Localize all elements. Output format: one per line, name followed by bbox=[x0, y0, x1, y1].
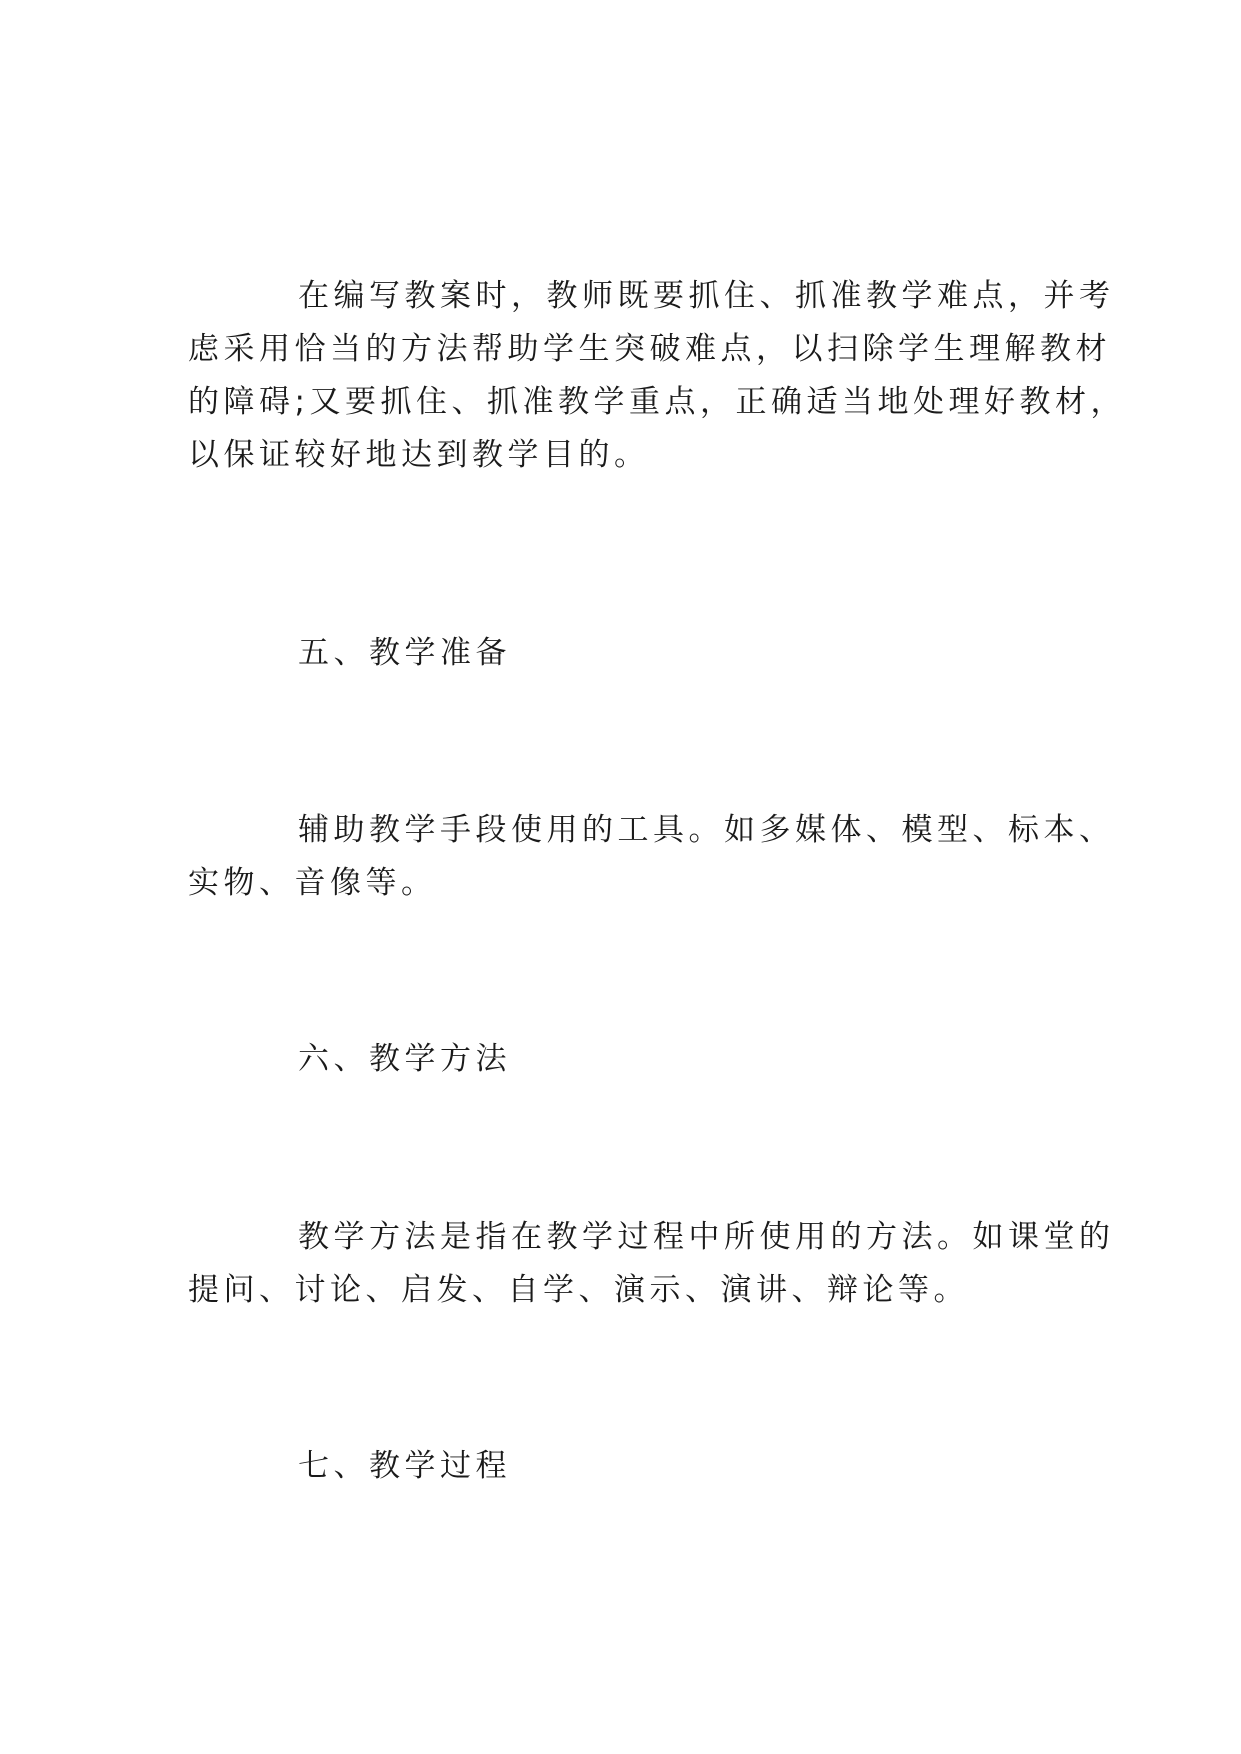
paragraph-teaching-tools bbox=[188, 804, 1115, 910]
paragraph-line: 实物、音像等。 bbox=[188, 865, 437, 901]
paragraph-line: 虑采用恰当的方法帮助学生突破难点，以扫除学生理解教材 bbox=[188, 331, 1111, 367]
paragraph-line: 提问、讨论、启发、自学、演示、演讲、辩论等。 bbox=[188, 1272, 969, 1308]
paragraph-line: 的障碍;又要抓住、抓准教学重点，正确适当地处理好教材， bbox=[188, 384, 1126, 420]
section-heading-teaching-preparation: 五、教学准备 bbox=[298, 635, 511, 671]
section-heading-teaching-process: 七、教学过程 bbox=[298, 1448, 511, 1484]
paragraph-teaching-difficulties bbox=[188, 270, 1126, 482]
paragraph-line: 在编写教案时，教师既要抓住、抓准教学难点，并考 bbox=[298, 278, 1115, 314]
paragraph-teaching-methods bbox=[188, 1211, 1115, 1317]
section-heading-teaching-methods: 六、教学方法 bbox=[298, 1041, 511, 1077]
paragraph-line: 以保证较好地达到教学目的。 bbox=[188, 437, 650, 473]
paragraph-line: 教学方法是指在教学过程中所使用的方法。如课堂的 bbox=[298, 1219, 1115, 1255]
paragraph-line: 辅助教学手段使用的工具。如多媒体、模型、标本、 bbox=[298, 812, 1115, 848]
